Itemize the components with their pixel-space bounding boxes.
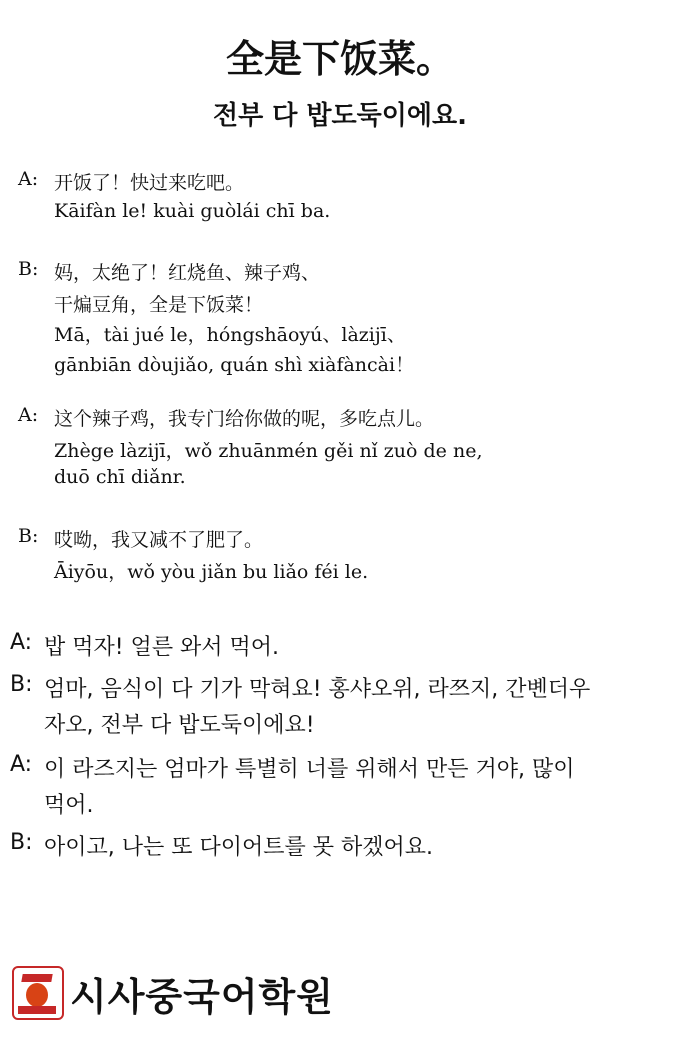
speaker-label: A: — [10, 630, 33, 655]
korean-line: 이 라즈지는 엄마가 특별히 너를 위해서 만든 거야, 많이 — [44, 757, 575, 782]
korean-line: 밥 먹자! 얼른 와서 먹어. — [44, 635, 280, 660]
chinese-line: 这个辣子鸡，我专门给你做的呢，多吃点儿。 — [54, 408, 435, 430]
chinese-line: 开饭了！快过来吃吧。 — [54, 172, 245, 194]
korean-line: 자오, 전부 다 밥도둑이에요! — [44, 713, 315, 738]
pinyin-line: Zhège làzijī，wǒ zhuānmén gěi nǐ zuò de ne, — [54, 440, 483, 462]
pinyin-line: Mā，tài jué le，hóngshāoyú、làzijī、 — [54, 324, 406, 346]
speaker-label: A: — [18, 404, 39, 426]
speaker-label: B: — [10, 830, 33, 855]
chinese-line: 妈，太绝了！红烧鱼、辣子鸡、 — [54, 262, 321, 284]
pinyin-line: duō chī diǎnr. — [54, 466, 186, 488]
speaker-label: B: — [18, 258, 39, 280]
korean-line: 먹어. — [44, 793, 94, 818]
speaker-label: B: — [18, 525, 39, 547]
korean-line: 엄마, 음식이 다 기가 막혀요! 홍샤오위, 라쯔지, 간볜더우 — [44, 677, 591, 702]
speaker-label: B: — [10, 672, 33, 697]
logo-text: 시사중국어학원 — [70, 975, 334, 1019]
pinyin-line: Kāifàn le! kuài guòlái chī ba. — [54, 200, 331, 222]
title-korean: 전부 다 밥도둑이에요. — [212, 101, 468, 131]
speaker-label: A: — [18, 168, 39, 190]
chinese-line: 哎呦，我又减不了肥了。 — [54, 529, 264, 551]
speaker-label: A: — [10, 752, 33, 777]
pinyin-line: gānbiān dòujiǎo, quán shì xiàfàncài！ — [54, 354, 415, 376]
chinese-line: 干煸豆角，全是下饭菜！ — [54, 294, 264, 316]
title-chinese: 全是下饭菜。 — [225, 37, 454, 81]
logo-emblem-icon — [12, 966, 64, 1020]
pinyin-line: Āiyōu，wǒ yòu jiǎn bu liǎo féi le. — [54, 561, 369, 583]
korean-line: 아이고, 나는 또 다이어트를 못 하겠어요. — [44, 835, 433, 860]
